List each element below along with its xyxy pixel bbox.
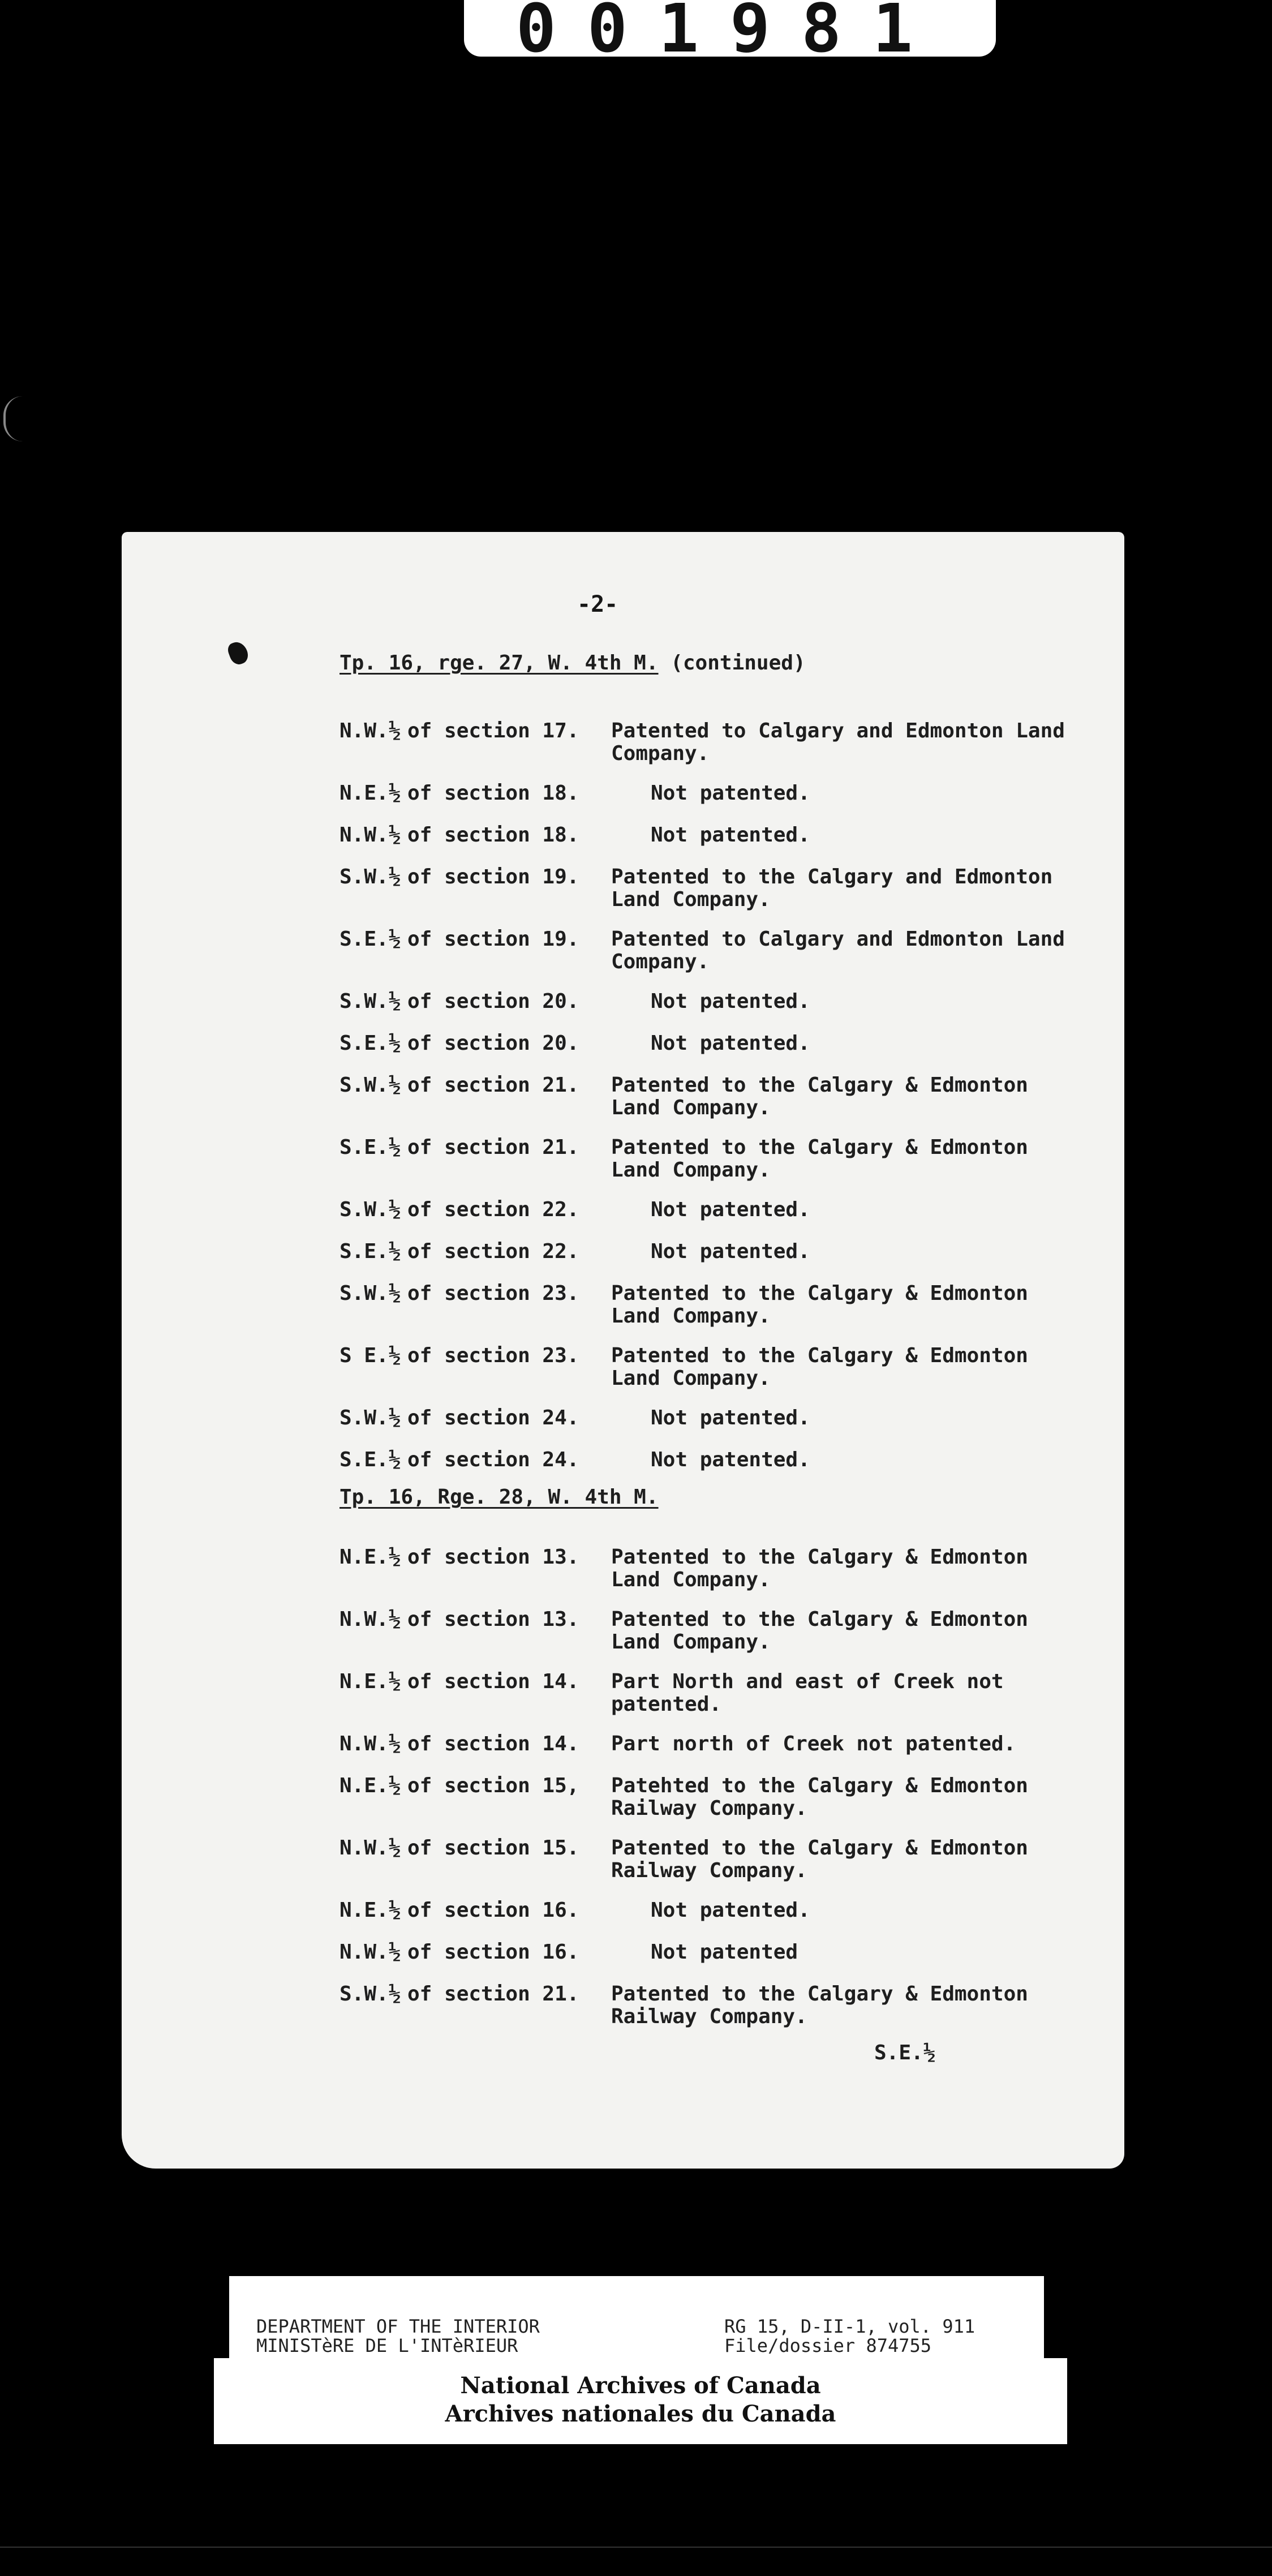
parcel-part: S.W.½ bbox=[340, 1982, 401, 2006]
file-number: File/dossier 874755 bbox=[724, 2335, 932, 2356]
microfilm-frame-number: 001981 bbox=[464, 0, 996, 57]
parcel-section: of section 13. bbox=[407, 1608, 579, 1631]
parcel-section: of section 20. bbox=[407, 1032, 579, 1055]
department-label bbox=[256, 2317, 540, 2355]
parcel-section: of section 23. bbox=[407, 1344, 579, 1367]
parcel-part: N.W.½ bbox=[340, 1836, 401, 1860]
parcel-part: S.W.½ bbox=[340, 865, 401, 888]
parcel-section: of section 22. bbox=[407, 1198, 579, 1221]
record-group: RG 15, D-II-1, vol. 911 bbox=[724, 2316, 976, 2337]
parcel-section: of section 20. bbox=[407, 990, 579, 1013]
file-reference bbox=[724, 2317, 975, 2355]
parcel-status: Not patented. bbox=[651, 1448, 810, 1471]
film-edge-mark bbox=[3, 396, 23, 441]
document-page bbox=[122, 532, 1124, 2169]
parcel-section: of section 16. bbox=[407, 1940, 579, 1964]
parcel-part: S.E.½ bbox=[340, 1448, 401, 1471]
department-english: DEPARTMENT OF THE INTERIOR bbox=[256, 2316, 540, 2337]
parcel-status: Patented to the Calgary & Edmonton Land Company. bbox=[611, 1136, 1028, 1182]
parcel-status: Patehted to the Calgary & Edmonton Railway Company. bbox=[611, 1774, 1028, 1820]
parcel-part: S.W.½ bbox=[340, 1074, 401, 1097]
parcel-status: Not patented. bbox=[651, 1406, 810, 1429]
parcel-part: N.E.½ bbox=[340, 1899, 401, 1922]
parcel-section: of section 21. bbox=[407, 1136, 579, 1159]
continuation-marker: S.E.½ bbox=[874, 2041, 936, 2064]
parcel-section: of section 24. bbox=[407, 1448, 579, 1471]
archives-english: National Archives of Canada bbox=[460, 2372, 821, 2399]
parcel-status: Patented to Calgary and Edmonton Land Company. bbox=[611, 719, 1065, 765]
parcel-status: Part north of Creek not patented. bbox=[611, 1732, 1016, 1755]
parcel-section: of section 17. bbox=[407, 719, 579, 742]
parcel-part: S.W.½ bbox=[340, 1406, 401, 1429]
section1-note: (continued) bbox=[658, 651, 806, 675]
page-number: -2- bbox=[577, 591, 618, 617]
parcel-part: S.E.½ bbox=[340, 928, 401, 951]
parcel-status: Patented to the Calgary & Edmonton Land Company. bbox=[611, 1344, 1028, 1390]
parcel-part: N.W.½ bbox=[340, 823, 401, 847]
section2-heading-line bbox=[340, 1486, 659, 1509]
parcel-section: of section 14. bbox=[407, 1670, 579, 1693]
parcel-status: Not patented. bbox=[651, 990, 810, 1013]
parcel-section: of section 16. bbox=[407, 1899, 579, 1922]
parcel-section: of section 15. bbox=[407, 1836, 579, 1860]
parcel-part: S.E.½ bbox=[340, 1240, 401, 1263]
archive-reference-stamp bbox=[229, 2276, 1044, 2358]
parcel-section: of section 18. bbox=[407, 823, 579, 847]
parcel-section: of section 21. bbox=[407, 1982, 579, 2006]
parcel-section: of section 15, bbox=[407, 1774, 579, 1797]
parcel-section: of section 13. bbox=[407, 1545, 579, 1569]
parcel-status: Not patented. bbox=[651, 1032, 810, 1055]
parcel-status: Not patented. bbox=[651, 782, 810, 805]
parcel-status: Not patented bbox=[651, 1940, 798, 1964]
parcel-part: N.E.½ bbox=[340, 1774, 401, 1797]
section1-heading: Tp. 16, rge. 27, W. 4th M. bbox=[340, 651, 659, 675]
parcel-part: N.E.½ bbox=[340, 782, 401, 805]
parcel-part: S.E.½ bbox=[340, 1136, 401, 1159]
punch-hole-mark bbox=[226, 639, 251, 667]
parcel-part: N.E.½ bbox=[340, 1545, 401, 1569]
parcel-part: N.W.½ bbox=[340, 1608, 401, 1631]
parcel-status: Patented to the Calgary & Edmonton Railway Company. bbox=[611, 1836, 1028, 1882]
parcel-status: Patented to Calgary and Edmonton Land Company. bbox=[611, 928, 1065, 973]
parcel-status: Patented to the Calgary & Edmonton Land Company. bbox=[611, 1074, 1028, 1119]
section2-heading: Tp. 16, Rge. 28, W. 4th M. bbox=[340, 1486, 659, 1509]
parcel-part: S E.½ bbox=[340, 1344, 401, 1367]
parcel-part: S.E.½ bbox=[340, 1032, 401, 1055]
parcel-status: Patented to the Calgary & Edmonton Land Company. bbox=[611, 1608, 1028, 1654]
parcel-part: N.W.½ bbox=[340, 1940, 401, 1964]
parcel-part: S.W.½ bbox=[340, 1198, 401, 1221]
parcel-part: S.W.½ bbox=[340, 1282, 401, 1305]
parcel-section: of section 14. bbox=[407, 1732, 579, 1755]
parcel-section: of section 21. bbox=[407, 1074, 579, 1097]
parcel-status: Patented to the Calgary and Edmonton Land Company. bbox=[611, 865, 1053, 911]
film-bottom-edge bbox=[0, 2547, 1272, 2548]
parcel-section: of section 23. bbox=[407, 1282, 579, 1305]
parcel-status: Patented to the Calgary & Edmonton Land Company. bbox=[611, 1282, 1028, 1328]
parcel-part: S.W.½ bbox=[340, 990, 401, 1013]
parcel-status: Not patented. bbox=[651, 1198, 810, 1221]
parcel-section: of section 19. bbox=[407, 865, 579, 888]
parcel-status: Patented to the Calgary & Edmonton Railway Company. bbox=[611, 1982, 1028, 2028]
parcel-section: of section 18. bbox=[407, 782, 579, 805]
parcel-status: Not patented. bbox=[651, 1240, 810, 1263]
parcel-section: of section 22. bbox=[407, 1240, 579, 1263]
parcel-status: Part North and east of Creek not patented. bbox=[611, 1670, 1004, 1716]
archives-label bbox=[214, 2358, 1067, 2444]
parcel-section: of section 19. bbox=[407, 928, 579, 951]
parcel-part: N.E.½ bbox=[340, 1670, 401, 1693]
parcel-section: of section 24. bbox=[407, 1406, 579, 1429]
archives-french: Archives nationales du Canada bbox=[445, 2401, 836, 2427]
parcel-status: Not patented. bbox=[651, 1899, 810, 1922]
parcel-status: Not patented. bbox=[651, 823, 810, 847]
parcel-status: Patented to the Calgary & Edmonton Land Company. bbox=[611, 1545, 1028, 1591]
department-french: MINISTèRE DE L'INTèRIEUR bbox=[256, 2335, 518, 2356]
parcel-part: N.W.½ bbox=[340, 1732, 401, 1755]
parcel-part: N.W.½ bbox=[340, 719, 401, 742]
section1-heading-line bbox=[340, 652, 806, 675]
